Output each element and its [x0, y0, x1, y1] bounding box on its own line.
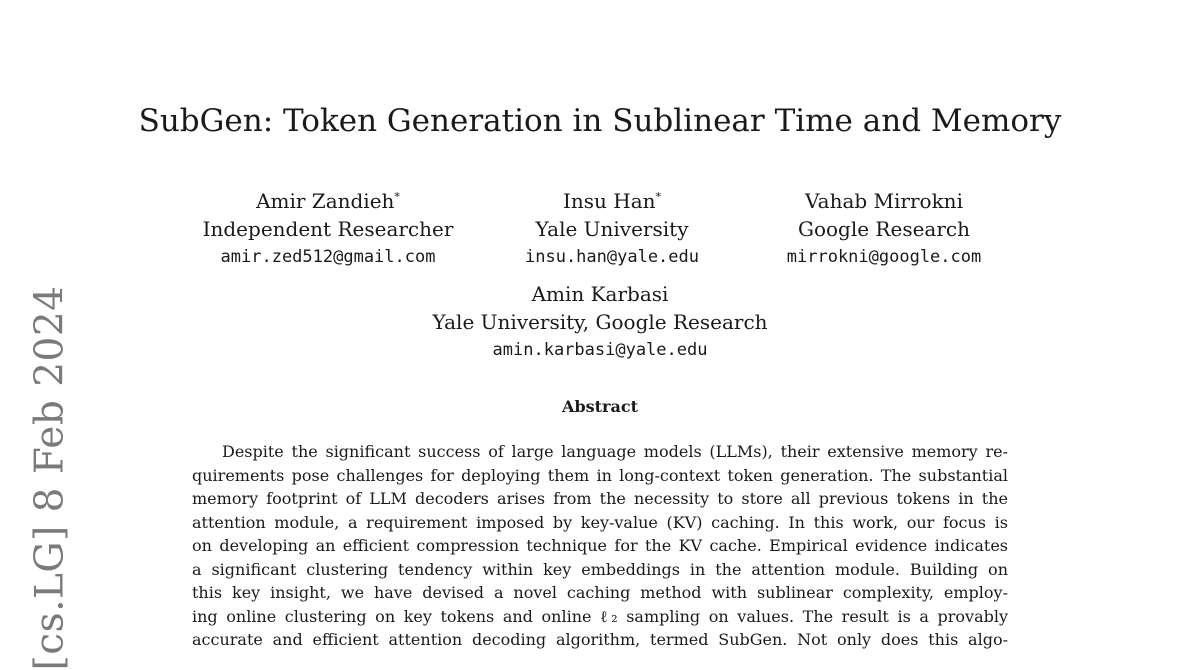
paper-title: SubGen: Token Generation in Sublinear Time and Memory [138, 103, 1062, 139]
abstract-line: Despite the significant success of large language models (LLMs), their extensive memory re- [222, 442, 1008, 461]
author-name: Insu Han* [562, 189, 662, 213]
abstract-body [192, 440, 1008, 652]
abstract-line: memory footprint of LLM decoders arises from the necessity to store all previous tokens in the [192, 489, 1008, 508]
abstract-line: ing online clustering on key tokens and online ℓ₂ sampling on values. The result is a provably [192, 606, 1008, 626]
author-name: Amin Karbasi [531, 282, 669, 306]
abstract-line: on developing an efficient compression technique for the KV cache. Empirical evidence indicates [192, 536, 1008, 555]
author-email: amir.zed512@gmail.com [220, 247, 436, 267]
author-name: Amir Zandieh* [256, 189, 400, 213]
author-affiliation: Google Research [797, 217, 970, 241]
author-email: mirrokni@google.com [786, 247, 982, 267]
equal-contribution-mark: * [655, 190, 662, 204]
author-email: insu.han@yale.edu [525, 247, 699, 267]
abstract-line: quirements pose challenges for deploying them in long-context token generation. The substantial [192, 465, 1008, 485]
equal-contribution-mark: * [394, 190, 400, 204]
author-affiliation: Independent Researcher [202, 217, 454, 241]
author-affiliation: Yale University [535, 217, 689, 241]
arxiv-stamp: [cs.LG] 8 Feb 2024 [27, 285, 73, 670]
author-block [787, 187, 981, 271]
authors-row [190, 187, 1010, 271]
author-affiliation: Yale University, Google Research [432, 310, 768, 334]
author-email: amin.karbasi@yale.edu [492, 340, 708, 360]
abstract-line: attention module, a requirement imposed by key-value (KV) caching. In this work, our focus is [192, 512, 1008, 532]
author-name: Vahab Mirrokni [805, 189, 963, 213]
abstract-line: accurate and efficient attention decoding algorithm, termed SubGen. Not only does this algo- [192, 630, 1008, 649]
abstract-line: this key insight, we have devised a novel caching method with sublinear complexity, employ- [192, 583, 1008, 602]
author-block [525, 187, 699, 271]
abstract-line: a significant clustering tendency within key embeddings in the attention module. Building on [192, 559, 1008, 579]
author-block [432, 280, 767, 364]
abstract-heading: Abstract [562, 397, 638, 416]
author-block [203, 187, 454, 271]
